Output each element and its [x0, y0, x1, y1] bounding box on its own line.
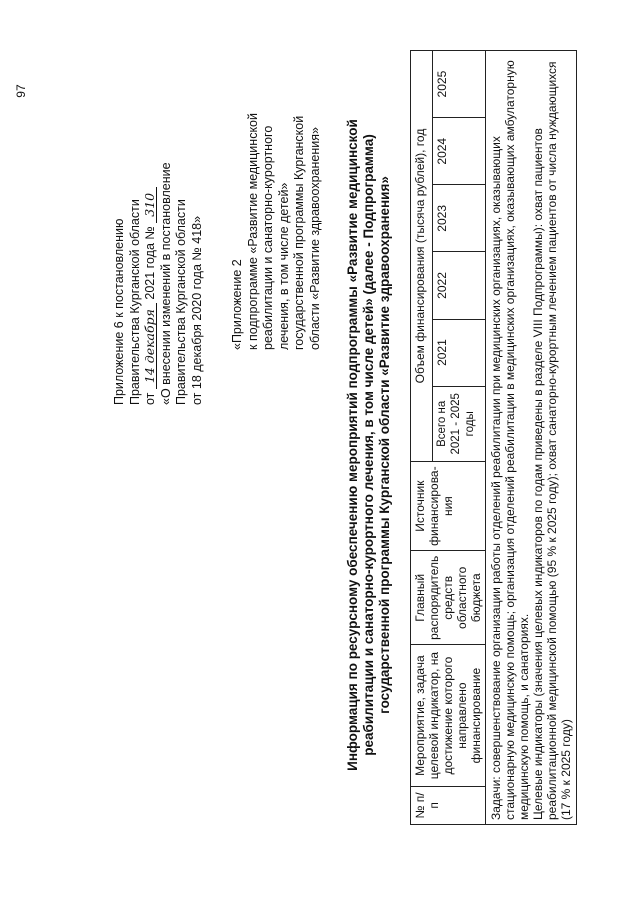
appendix-2-header: [230, 70, 323, 350]
appendix6-line3: [143, 105, 159, 405]
appendix2-line5: государственной программы Курганской: [292, 115, 306, 350]
appendix-6-header: [112, 105, 205, 405]
appendix6-date-prefix: от: [143, 392, 157, 405]
appendix2-line4: лечения, в том числе детей»: [276, 182, 291, 350]
appendix6-line1: Приложение 6 к постановлению: [112, 218, 126, 405]
header-year-2025: 2025: [432, 51, 485, 118]
appendix2-line6: области «Развитие здравоохранения»: [307, 127, 322, 350]
title-line1: Информация по ресурсному обеспечению мероприятий подпрограммы «Развитие медицинской: [345, 119, 360, 771]
appendix6-line4: «О внесении изменений в постановление: [158, 162, 173, 405]
funding-table: [410, 50, 577, 825]
header-measure: Мероприятие, задача целевой индикатор, на достижение которого направлено финансирование: [411, 645, 486, 786]
document-title: [345, 65, 393, 825]
header-number: № п/п: [411, 786, 486, 824]
header-year-2024: 2024: [432, 118, 485, 185]
appendix6-line6: от 18 декабря 2020 года № 418»: [189, 215, 204, 405]
appendix2-line3: реабилитации и санаторно-курортного: [261, 125, 275, 350]
appendix6-line5: Правительства Курганской области: [174, 199, 188, 405]
tasks-text: Задачи: совершенствование организации работы отделений реабилитации при медицинских организациях, оказывающих стационарную медицинскую помощь; организация отделений реабилитации в медицинских организациях, оказывающих амбулаторную медицинскую помощь, и санаториях.: [489, 60, 531, 820]
header-year-2022: 2022: [432, 252, 485, 319]
indicators-text: Целевые индикаторы (значения целевых индикаторов по годам приведены в разделе VIII Подпрограммы): охват пациентов реабилитационной медицинской помощью (95 % к 2025 году); охват санаторно-курортным лечением пациентов от числа нуждающихся (17 % к 2025 году): [531, 61, 573, 820]
handwritten-date: 14 декабря: [143, 303, 157, 389]
table-header-row: [411, 51, 433, 825]
table-row: [486, 51, 577, 825]
title-line2: реабилитации и санаторно-курортного лечения, в том числе детей» (далее - Подпрограмма): [361, 134, 376, 756]
appendix2-line1: «Приложение 2: [230, 259, 244, 350]
header-year-2021: 2021: [432, 319, 485, 386]
header-source: Источник финансирова-ния: [411, 461, 486, 550]
header-funding-volume: Объем финансирования (тысяча рублей), год: [411, 51, 433, 462]
appendix6-year: 2021 года №: [143, 226, 157, 300]
appendix2-line2: к подпрограмме «Развитие медицинской: [245, 113, 260, 350]
appendix6-line2: Правительства Курганской области: [127, 199, 142, 405]
handwritten-number: 310: [143, 187, 157, 223]
title-line3: государственной программы Курганской области «Развитие здравоохранения»: [377, 176, 392, 714]
header-year-2023: 2023: [432, 185, 485, 252]
tasks-cell: [486, 51, 577, 825]
header-total: Всего на 2021 - 2025 годы: [432, 386, 485, 461]
header-administrator: Главный распорядитель средств областного бюджета: [411, 551, 486, 645]
page-number: 97: [14, 84, 28, 98]
